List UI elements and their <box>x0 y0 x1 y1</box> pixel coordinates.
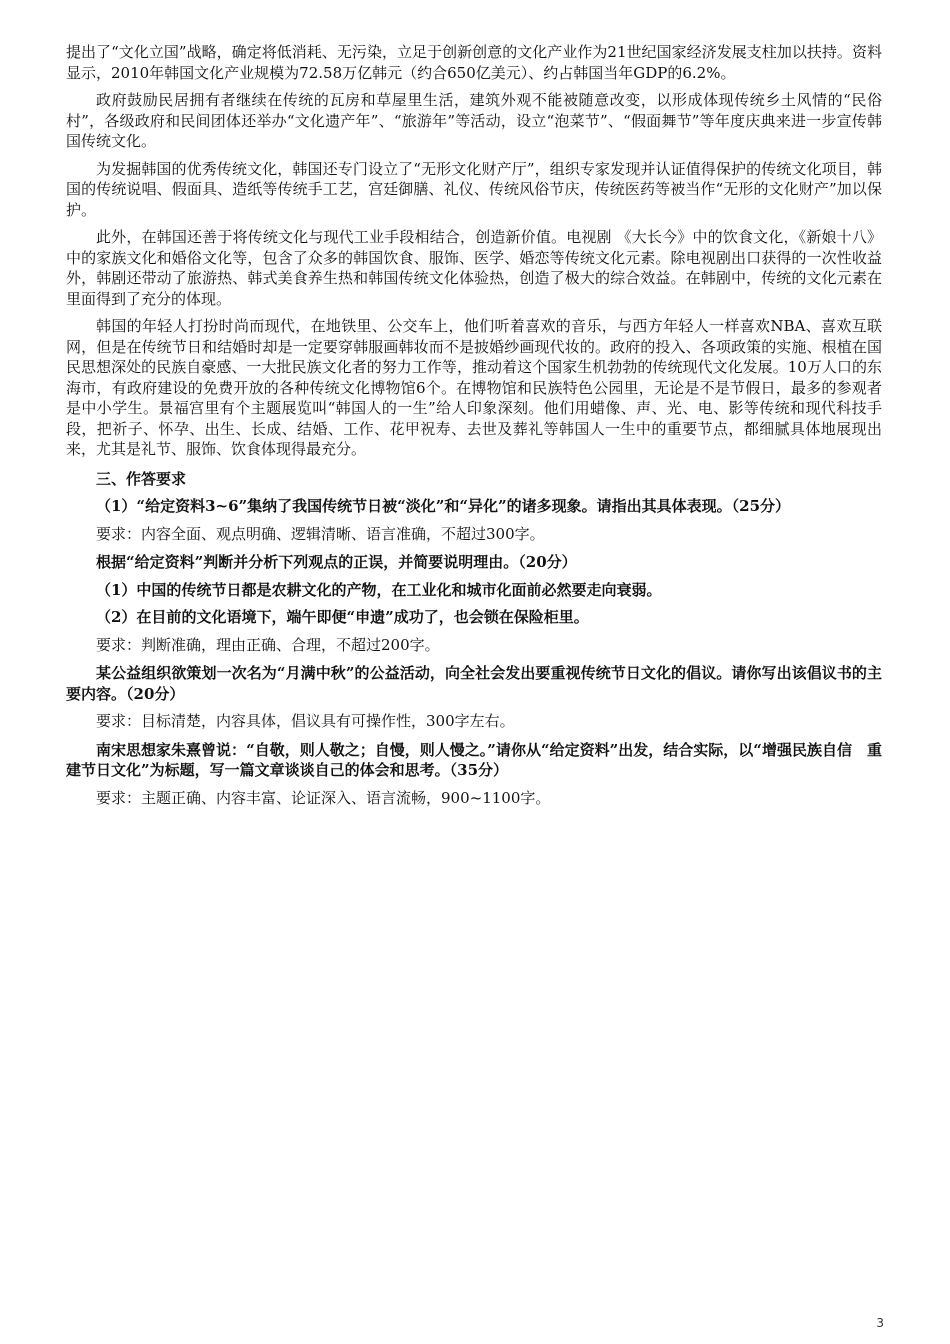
question-3: 某公益组织欲策划一次名为“月满中秋”的公益活动，向全社会发出要重视传统节日文化的倡议。请你写出该倡议书的主要内容。（20分） <box>66 664 882 703</box>
page-number: 3 <box>876 1316 884 1330</box>
question-4: 南宋思想家朱熹曾说：“自敬，则人敬之；自慢，则人慢之。”请你从“给定资料”出发，结合实际，以“增强民族自信 重建节日文化”为标题，写一篇文章谈谈自己的体会和思考。（35分） <box>66 740 882 779</box>
question-2-requirement: 要求：判断准确，理由正确、合理，不超过200字。 <box>96 635 440 654</box>
question-2-statement-1: （1）中国的传统节日都是农耕文化的产物，在工业化和城市化面前必然要走向衰弱。 <box>96 580 662 599</box>
paragraph-korea-culture-strategy: 提出了“文化立国”战略，确定将低消耗、无污染，立足于创新创意的文化产业作为21世纪国家经济发展支柱加以扶持。资料显示，2010年韩国文化产业规模为72.58万亿韩元（约合650亿美元）、约占韩国当年GDP的6.2%。 <box>66 43 882 82</box>
question-2: 根据“给定资料”判断并分析下列观点的正误，并简要说明理由。（20分） <box>96 553 577 571</box>
question-3-requirement: 要求：目标清楚，内容具体，倡议具有可操作性，300字左右。 <box>96 712 515 730</box>
paragraph-folk-village: 政府鼓励民居拥有者继续在传统的瓦房和草屋里生活，建筑外观不能被随意改变，以形成体现传统乡土风情的“民俗村”，各级政府和民间团体还举办“文化遗产年”、“旅游年”等活动，设立“泡菜节”、“假面舞节”等年度庆典来进一步宣传韩国传统文化。 <box>66 91 882 150</box>
section-heading: 三、作答要求 <box>96 469 187 488</box>
question-1-requirement: 要求：内容全面、观点明确、逻辑清晰、语言准确，不超过300字。 <box>96 524 545 543</box>
paragraph-korean-drama: 此外，在韩国还善于将传统文化与现代工业手段相结合，创造新价值。电视剧 《大长今》中的饮食文化，《新娘十八》中的家族文化和婚俗文化等，包含了众多的韩国饮食、服饰、医学、婚恋等传统文化元素。除电视剧出口获得的一次性收益外，韩剧还带动了旅游热、韩式美食养生热和韩国传统文化体验热，创造了极大的综合效益。在韩剧中，传统的文化元素在里面得到了充分的体现。 <box>66 228 882 308</box>
question-4-requirement: 要求：主题正确、内容丰富、论证深入、语言流畅，900~1100字。 <box>96 788 551 807</box>
question-1: （1）“给定资料3~6”集纳了我国传统节日被“淡化”和“异化”的诸多现象。请指出其具体表现。（25分） <box>96 497 791 515</box>
paragraph-intangible-heritage: 为发掘韩国的优秀传统文化，韩国还专门设立了“无形文化财产厅”，组织专家发现并认证值得保护的传统文化项目，韩国的传统说唱、假面具、造纸等传统手工艺，宫廷御膳、礼仪、传统风俗节庆，传统医药等被当作“无形的文化财产”加以保护。 <box>66 159 882 219</box>
paragraph-young-people: 韩国的年轻人打扮时尚而现代，在地铁里、公交车上，他们听着喜欢的音乐，与西方年轻人一样喜欢NBA、喜欢互联网，但是在传统节日和结婚时却是一定要穿韩服画韩妆而不是披婚纱画现代妆的。政府的投入、各项政策的实施、根植在国民思想深处的民族自豪感、一大批民族文化者的努力工作等，推动着这个国家生机勃勃的传统现代文化发展。10万人口的东海市，有政府建设的免费开放的各种传统文化博物馆6个。在博物馆和民族特色公园里，无论是不是节假日，最多的参观者是中小学生。景福宫里有个主题展览叫“韩国人的一生”给人印象深刻。他们用蜡像、声、光、电、影等传统和现代科技手段，把祈子、怀孕、出生、长成、结婚、工作、花甲祝寿、去世及葬礼等韩国人一生中的重要节点，都细腻具体地展现出来，尤其是礼节、服饰、饮食体现得最充分。 <box>66 317 882 458</box>
document-page <box>66 42 882 816</box>
question-2-statement-2: （2）在目前的文化语境下，端午即便“申遗”成功了，也会锁在保险柜里。 <box>96 608 589 626</box>
